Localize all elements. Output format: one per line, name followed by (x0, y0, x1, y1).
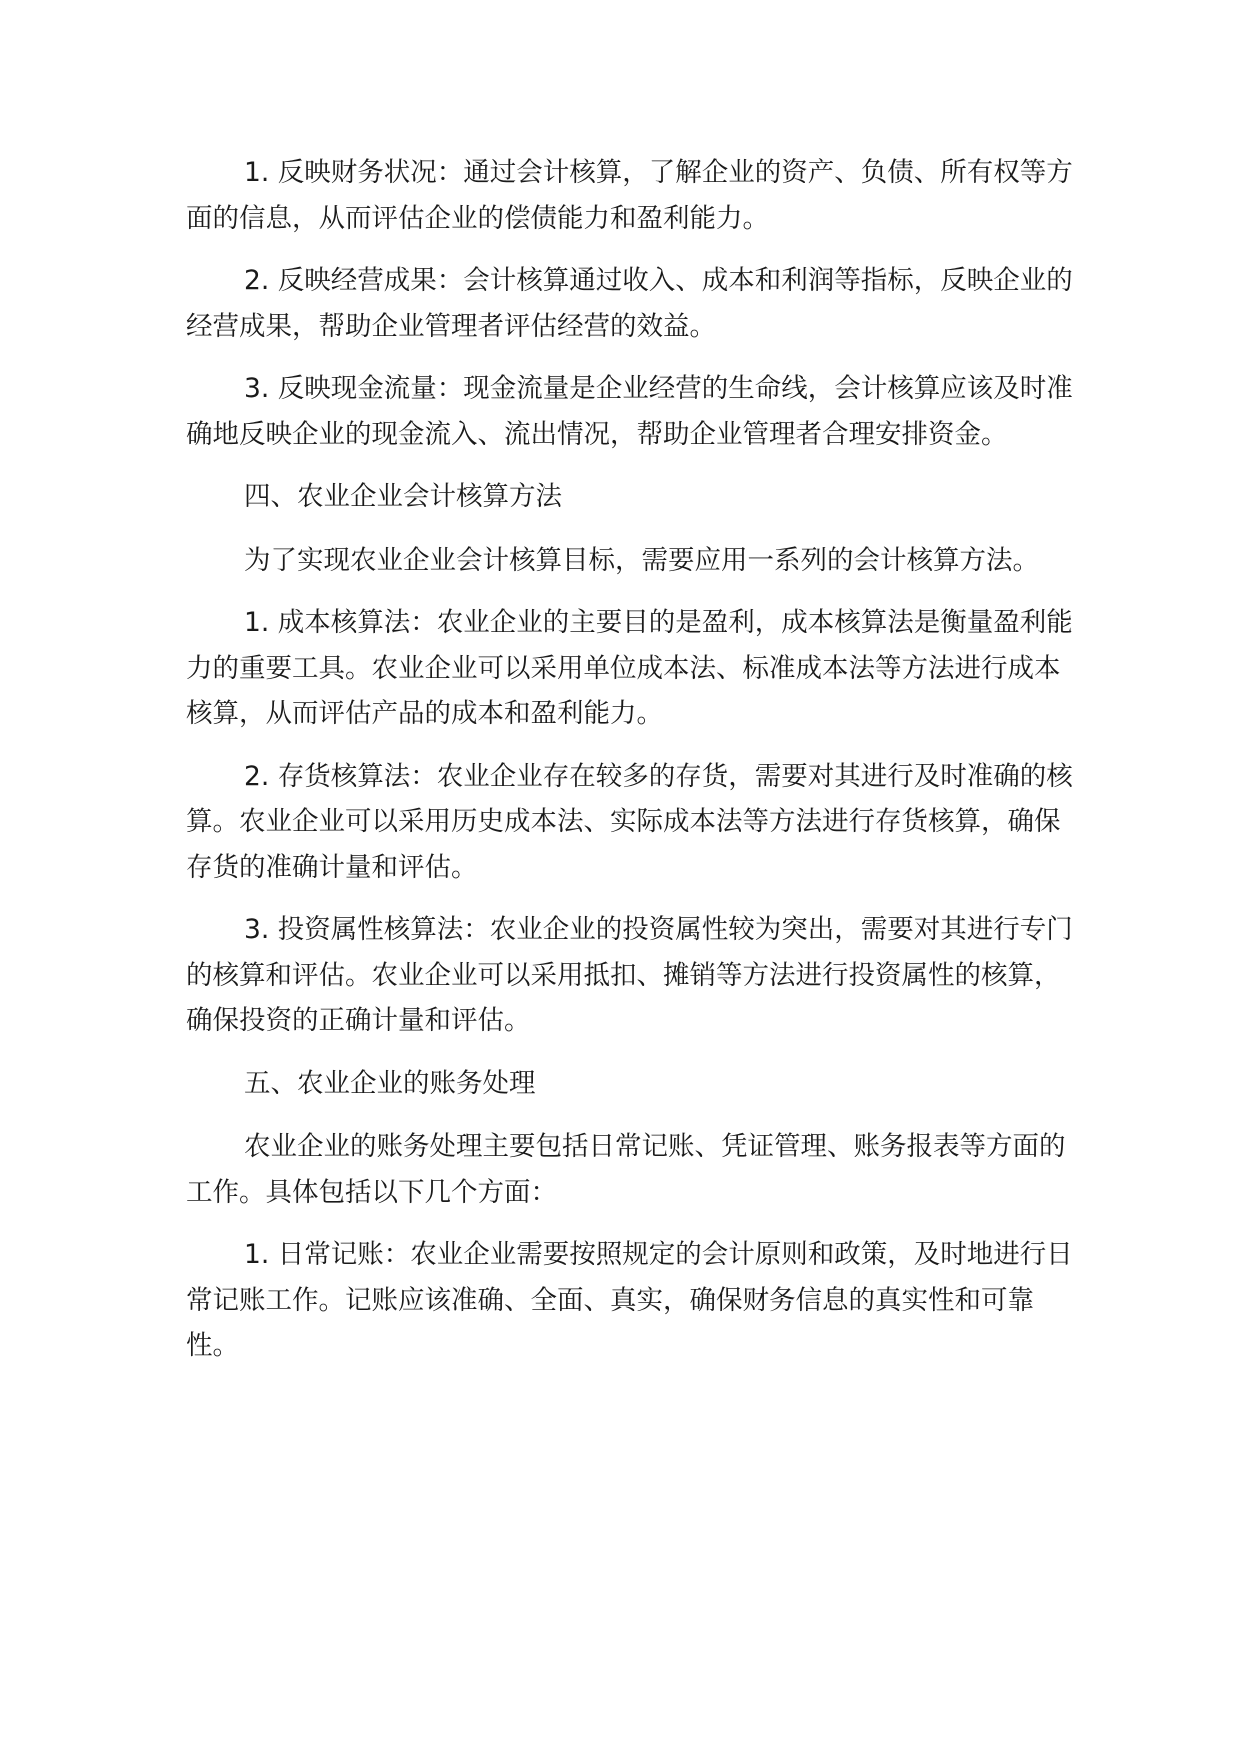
paragraph-methods-intro: 为了实现农业企业会计核算目标，需要应用一系列的会计核算方法。 (244, 544, 1039, 576)
paragraph-investment-accounting: 3. 投资属性核算法：农业企业的投资属性较为突出，需要对其进行专门的核算和评估。农业企业可以采用抵扣、摊销等方法进行投资属性的核算，确保投资的正确计量和评估。 (186, 914, 1073, 1036)
paragraph-cost-accounting: 1. 成本核算法：农业企业的主要目的是盈利，成本核算法是衡量盈利能力的重要工具。农业企业可以采用单位成本法、标准成本法等方法进行成本核算，从而评估产品的成本和盈利能力。 (186, 607, 1073, 729)
paragraph-cash-flow: 3. 反映现金流量：现金流量是企业经营的生命线，会计核算应该及时准确地反映企业的现金流入、流出情况，帮助企业管理者合理安排资金。 (186, 373, 1073, 450)
paragraph-inventory-accounting: 2. 存货核算法：农业企业存在较多的存货，需要对其进行及时准确的核算。农业企业可以采用历史成本法、实际成本法等方法进行存货核算，确保存货的准确计量和评估。 (186, 760, 1073, 883)
document-body (186, 150, 1086, 1386)
section-heading-accounting-methods: 四、农业企业会计核算方法 (244, 481, 562, 512)
paragraph-operating-results: 2. 反映经营成果：会计核算通过收入、成本和利润等指标，反映企业的经营成果，帮助企业管理者评估经营的效益。 (186, 265, 1073, 342)
section-heading-bookkeeping: 五、农业企业的账务处理 (244, 1067, 536, 1099)
paragraph-bookkeeping-intro: 农业企业的账务处理主要包括日常记账、凭证管理、账务报表等方面的工作。具体包括以下几个方面： (186, 1131, 1066, 1208)
paragraph-financial-status: 1. 反映财务状况：通过会计核算，了解企业的资产、负债、所有权等方面的信息，从而评估企业的偿债能力和盈利能力。 (186, 157, 1073, 234)
paragraph-daily-bookkeeping: 1. 日常记账：农业企业需要按照规定的会计原则和政策，及时地进行日常记账工作。记账应该准确、全面、真实，确保财务信息的真实性和可靠性。 (186, 1239, 1073, 1361)
